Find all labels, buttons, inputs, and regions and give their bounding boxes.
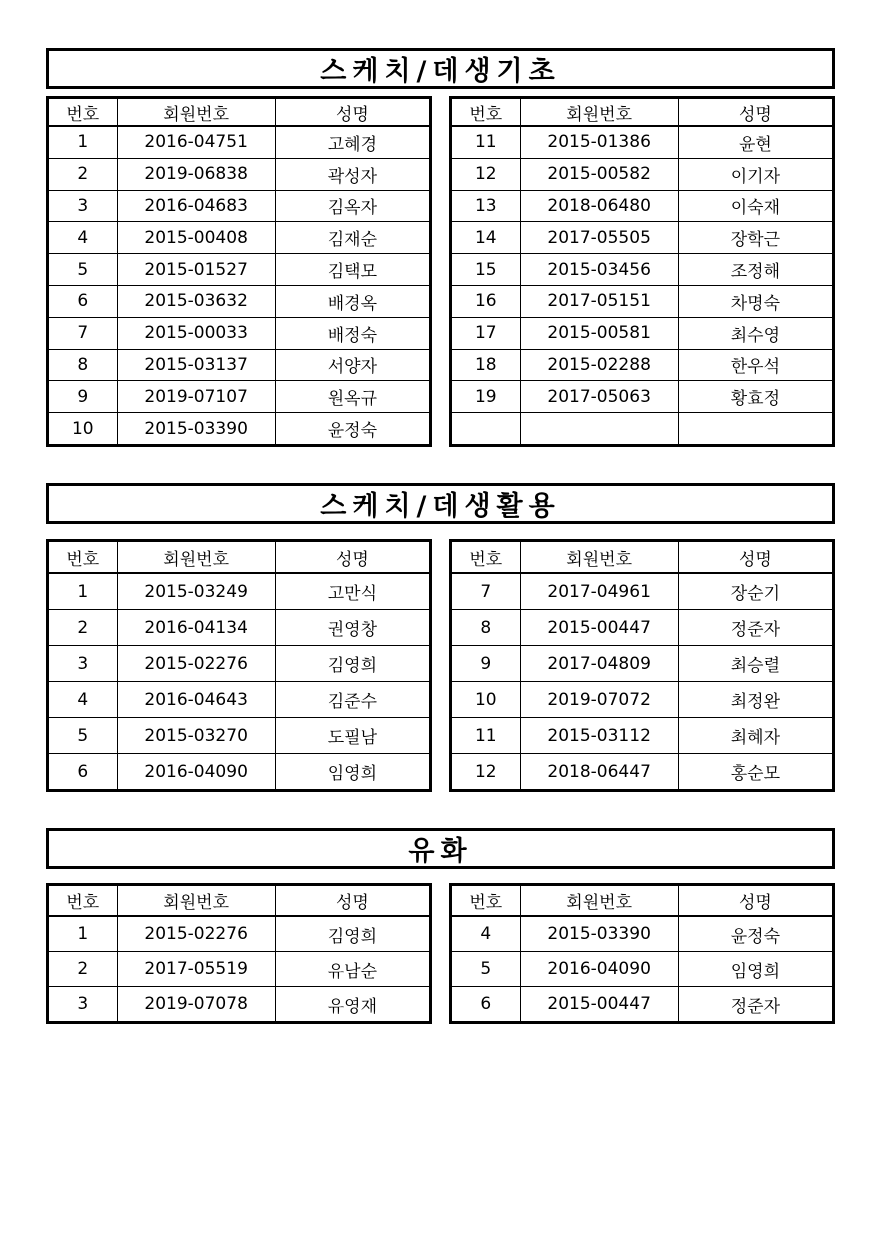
- table-row: [451, 916, 834, 952]
- cell-name: 김옥자: [275, 190, 430, 222]
- cell-name: 권영창: [275, 610, 430, 646]
- table-header-row: [451, 885, 834, 917]
- cell-member-id: 2017-04961: [520, 573, 678, 610]
- col-header-name: 성명: [678, 885, 833, 917]
- table-row: [48, 317, 431, 349]
- section-sketch-basic: [46, 48, 835, 442]
- table-row: [451, 754, 834, 791]
- cell-member-id: 2018-06480: [520, 190, 678, 222]
- table-row: [451, 952, 834, 987]
- cell-number: [451, 413, 521, 446]
- cell-member-id: 2016-04643: [117, 682, 275, 718]
- table-row: [451, 682, 834, 718]
- cell-member-id: 2016-04090: [520, 952, 678, 987]
- cell-number: 2: [48, 610, 118, 646]
- cell-member-id: 2015-03632: [117, 285, 275, 317]
- cell-number: 12: [451, 754, 521, 791]
- cell-number: 6: [48, 754, 118, 791]
- cell-name: [678, 413, 833, 446]
- cell-number: 17: [451, 317, 521, 349]
- col-header-member-id: 회원번호: [520, 98, 678, 127]
- cell-name: 최혜자: [678, 718, 833, 754]
- section-title: 스케치/데생활용: [46, 483, 835, 524]
- cell-number: 2: [48, 952, 118, 987]
- cell-number: 18: [451, 349, 521, 381]
- cell-number: 5: [48, 254, 118, 286]
- cell-member-id: 2016-04134: [117, 610, 275, 646]
- table-row: [48, 285, 431, 317]
- table-row: [451, 190, 834, 222]
- cell-number: 15: [451, 254, 521, 286]
- cell-name: 홍순모: [678, 754, 833, 791]
- cell-member-id: 2016-04683: [117, 190, 275, 222]
- cell-name: 임영희: [678, 952, 833, 987]
- cell-number: 3: [48, 190, 118, 222]
- table-row: [48, 754, 431, 791]
- cell-number: 8: [451, 610, 521, 646]
- cell-name: 김준수: [275, 682, 430, 718]
- cell-member-id: 2017-04809: [520, 646, 678, 682]
- table-row: [48, 222, 431, 254]
- cell-number: 19: [451, 381, 521, 413]
- table-header-row: [48, 541, 431, 574]
- cell-number: 2: [48, 158, 118, 190]
- cell-name: 정준자: [678, 987, 833, 1023]
- cell-number: 10: [451, 682, 521, 718]
- col-header-name: 성명: [678, 541, 833, 574]
- member-table-left: [46, 96, 432, 447]
- member-table-left: [46, 883, 432, 1024]
- cell-member-id: [520, 413, 678, 446]
- cell-name: 황효정: [678, 381, 833, 413]
- cell-name: 배정숙: [275, 317, 430, 349]
- section-oil-painting: [46, 828, 835, 1017]
- cell-number: 4: [48, 682, 118, 718]
- cell-name: 차명숙: [678, 285, 833, 317]
- table-header-row: [451, 98, 834, 127]
- table-row: [48, 718, 431, 754]
- cell-number: 1: [48, 573, 118, 610]
- cell-member-id: 2018-06447: [520, 754, 678, 791]
- cell-name: 고혜경: [275, 126, 430, 158]
- cell-number: 16: [451, 285, 521, 317]
- table-row: [451, 126, 834, 158]
- table-row: [451, 254, 834, 286]
- cell-member-id: 2015-03390: [117, 413, 275, 446]
- table-row: [451, 381, 834, 413]
- table-row: [48, 190, 431, 222]
- col-header-name: 성명: [678, 98, 833, 127]
- cell-number: 6: [48, 285, 118, 317]
- cell-number: 9: [451, 646, 521, 682]
- member-table-right: [449, 883, 835, 1024]
- col-header-number: 번호: [48, 541, 118, 574]
- section-sketch-applied: [46, 483, 835, 784]
- cell-name: 최수영: [678, 317, 833, 349]
- table-header-row: [48, 98, 431, 127]
- table-row: [451, 573, 834, 610]
- cell-name: 조정해: [678, 254, 833, 286]
- member-table-right: [449, 96, 835, 447]
- cell-name: 한우석: [678, 349, 833, 381]
- cell-number: 3: [48, 987, 118, 1023]
- table-row: [48, 413, 431, 446]
- table-row: [451, 610, 834, 646]
- cell-number: 7: [48, 317, 118, 349]
- cell-number: 11: [451, 126, 521, 158]
- cell-name: 서양자: [275, 349, 430, 381]
- col-header-name: 성명: [275, 885, 430, 917]
- member-table-right: [449, 539, 835, 792]
- cell-member-id: 2015-00581: [520, 317, 678, 349]
- cell-member-id: 2015-02288: [520, 349, 678, 381]
- cell-member-id: 2015-02276: [117, 646, 275, 682]
- cell-name: 최승렬: [678, 646, 833, 682]
- col-header-number: 번호: [451, 98, 521, 127]
- section-title: 유화: [46, 828, 835, 869]
- cell-number: 5: [451, 952, 521, 987]
- cell-name: 유남순: [275, 952, 430, 987]
- cell-member-id: 2015-01386: [520, 126, 678, 158]
- cell-name: 윤정숙: [678, 916, 833, 952]
- cell-name: 곽성자: [275, 158, 430, 190]
- cell-name: 장학근: [678, 222, 833, 254]
- cell-member-id: 2019-06838: [117, 158, 275, 190]
- table-row: [451, 718, 834, 754]
- cell-number: 12: [451, 158, 521, 190]
- col-header-name: 성명: [275, 541, 430, 574]
- col-header-number: 번호: [48, 885, 118, 917]
- cell-member-id: 2017-05063: [520, 381, 678, 413]
- table-row: [451, 349, 834, 381]
- cell-member-id: 2015-00447: [520, 610, 678, 646]
- cell-name: 김택모: [275, 254, 430, 286]
- table-row: [48, 646, 431, 682]
- table-header-row: [451, 541, 834, 574]
- cell-number: 4: [451, 916, 521, 952]
- table-row: [451, 222, 834, 254]
- cell-name: 유영재: [275, 987, 430, 1023]
- cell-name: 김영희: [275, 916, 430, 952]
- cell-member-id: 2017-05519: [117, 952, 275, 987]
- table-row: [48, 381, 431, 413]
- cell-member-id: 2015-03249: [117, 573, 275, 610]
- cell-member-id: 2015-01527: [117, 254, 275, 286]
- cell-name: 최정완: [678, 682, 833, 718]
- table-row: [451, 413, 834, 446]
- col-header-member-id: 회원번호: [520, 885, 678, 917]
- cell-name: 윤현: [678, 126, 833, 158]
- cell-name: 정준자: [678, 610, 833, 646]
- table-row: [451, 987, 834, 1023]
- section-title: 스케치/데생기초: [46, 48, 835, 89]
- col-header-member-id: 회원번호: [520, 541, 678, 574]
- col-header-number: 번호: [48, 98, 118, 127]
- cell-number: 11: [451, 718, 521, 754]
- col-header-member-id: 회원번호: [117, 541, 275, 574]
- cell-member-id: 2015-03137: [117, 349, 275, 381]
- table-row: [48, 987, 431, 1023]
- cell-member-id: 2015-02276: [117, 916, 275, 952]
- cell-member-id: 2015-00447: [520, 987, 678, 1023]
- table-row: [48, 573, 431, 610]
- cell-member-id: 2015-00582: [520, 158, 678, 190]
- col-header-number: 번호: [451, 885, 521, 917]
- table-row: [48, 682, 431, 718]
- cell-member-id: 2015-03112: [520, 718, 678, 754]
- table-row: [451, 158, 834, 190]
- col-header-number: 번호: [451, 541, 521, 574]
- table-row: [48, 158, 431, 190]
- table-row: [48, 916, 431, 952]
- col-header-member-id: 회원번호: [117, 98, 275, 127]
- cell-number: 6: [451, 987, 521, 1023]
- cell-name: 이숙재: [678, 190, 833, 222]
- table-row: [48, 952, 431, 987]
- cell-name: 원옥규: [275, 381, 430, 413]
- cell-name: 도필남: [275, 718, 430, 754]
- cell-member-id: 2015-03270: [117, 718, 275, 754]
- cell-name: 임영희: [275, 754, 430, 791]
- member-table-left: [46, 539, 432, 792]
- cell-number: 10: [48, 413, 118, 446]
- table-row: [451, 285, 834, 317]
- cell-name: 장순기: [678, 573, 833, 610]
- cell-name: 김재순: [275, 222, 430, 254]
- cell-number: 4: [48, 222, 118, 254]
- cell-number: 1: [48, 126, 118, 158]
- table-header-row: [48, 885, 431, 917]
- cell-number: 13: [451, 190, 521, 222]
- cell-member-id: 2015-03390: [520, 916, 678, 952]
- cell-member-id: 2019-07078: [117, 987, 275, 1023]
- table-row: [451, 317, 834, 349]
- cell-name: 이기자: [678, 158, 833, 190]
- cell-member-id: 2017-05505: [520, 222, 678, 254]
- cell-number: 14: [451, 222, 521, 254]
- col-header-name: 성명: [275, 98, 430, 127]
- cell-number: 7: [451, 573, 521, 610]
- cell-member-id: 2019-07107: [117, 381, 275, 413]
- table-row: [48, 610, 431, 646]
- cell-member-id: 2015-03456: [520, 254, 678, 286]
- cell-member-id: 2015-00033: [117, 317, 275, 349]
- cell-member-id: 2015-00408: [117, 222, 275, 254]
- cell-member-id: 2016-04751: [117, 126, 275, 158]
- cell-number: 9: [48, 381, 118, 413]
- cell-member-id: 2017-05151: [520, 285, 678, 317]
- table-row: [451, 646, 834, 682]
- table-row: [48, 254, 431, 286]
- cell-number: 3: [48, 646, 118, 682]
- col-header-member-id: 회원번호: [117, 885, 275, 917]
- cell-member-id: 2016-04090: [117, 754, 275, 791]
- cell-member-id: 2019-07072: [520, 682, 678, 718]
- cell-number: 5: [48, 718, 118, 754]
- cell-name: 배경옥: [275, 285, 430, 317]
- cell-name: 고만식: [275, 573, 430, 610]
- cell-name: 윤정숙: [275, 413, 430, 446]
- cell-number: 8: [48, 349, 118, 381]
- table-row: [48, 349, 431, 381]
- table-row: [48, 126, 431, 158]
- cell-number: 1: [48, 916, 118, 952]
- cell-name: 김영희: [275, 646, 430, 682]
